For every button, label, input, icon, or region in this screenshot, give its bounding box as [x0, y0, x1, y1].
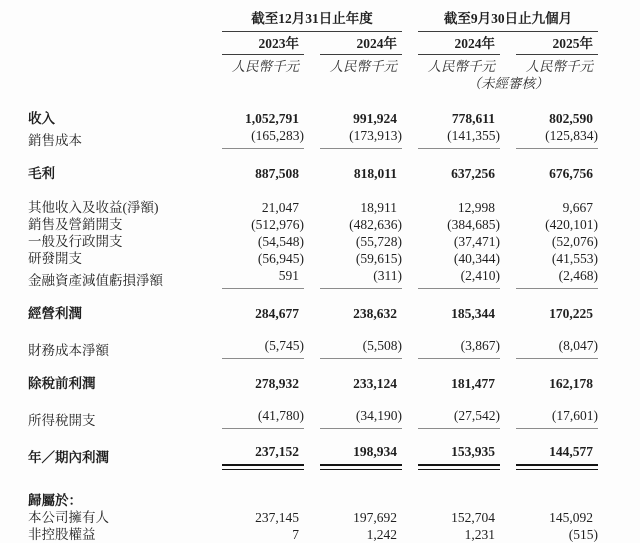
- cell-9m2025: (8,047): [516, 337, 598, 359]
- cell-fy2023: 237,152: [222, 443, 304, 466]
- row-profit-before-tax: [28, 375, 640, 392]
- row-label: 年／期內利潤: [28, 450, 109, 465]
- cell-9m2024: (141,355): [418, 127, 500, 149]
- table-header-note: [28, 75, 640, 92]
- row-label: 收入: [28, 111, 55, 126]
- row-cost-of-sales: [28, 127, 640, 149]
- row-other-income: [28, 199, 640, 216]
- row-impairment-losses: [28, 267, 640, 289]
- row-label: 經營利潤: [28, 306, 82, 321]
- row-label: 本公司擁有人: [28, 510, 109, 525]
- cell-fy2023: 284,677: [255, 306, 299, 321]
- header-year-2023: 2023年: [222, 32, 304, 55]
- cell-9m2025: (420,101): [545, 217, 598, 232]
- header-year-2024-9m: 2024年: [418, 32, 500, 55]
- cell-9m2025: 145,092: [549, 510, 593, 525]
- row-revenue: [28, 110, 640, 127]
- cell-9m2025: (2,468): [516, 267, 598, 289]
- cell-9m2024: 152,704: [451, 510, 495, 525]
- cell-9m2025: [516, 492, 598, 509]
- cell-9m2024: (27,542): [418, 407, 500, 429]
- cell-fy2023: 278,932: [255, 376, 299, 391]
- row-label: 銷售成本: [28, 133, 82, 148]
- row-label: 一般及行政開支: [28, 234, 123, 249]
- row-gross-profit: [28, 165, 640, 182]
- row-selling-marketing-expenses: [28, 216, 640, 233]
- unit-label: 人民幣千元: [329, 59, 397, 74]
- row-owners-of-company: [28, 509, 640, 526]
- row-operating-profit: [28, 305, 640, 322]
- cell-9m2025: 802,590: [549, 111, 593, 126]
- unaudited-note: （未經審核）: [467, 76, 549, 91]
- cell-fy2024: (5,508): [320, 337, 402, 359]
- cell-9m2024: (3,867): [418, 337, 500, 359]
- cell-fy2024: (34,190): [320, 407, 402, 429]
- cell-9m2025: 676,756: [549, 166, 593, 181]
- unit-label: 人民幣千元: [427, 59, 495, 74]
- cell-fy2024: 818,011: [353, 166, 397, 181]
- row-label: 其他收入及收益(淨額): [28, 200, 159, 215]
- unit-label: 人民幣千元: [525, 59, 593, 74]
- row-label: 除稅前利潤: [28, 376, 96, 391]
- row-label: 金融資產減值虧損淨額: [28, 273, 163, 288]
- cell-fy2024: (311): [320, 267, 402, 289]
- row-label: 毛利: [28, 166, 55, 181]
- row-label: 研發開支: [28, 251, 82, 266]
- row-label: 財務成本淨額: [28, 343, 109, 358]
- cell-fy2023: (41,780): [222, 407, 304, 429]
- row-rd-expenses: [28, 250, 640, 267]
- header-spacer: [28, 38, 206, 55]
- cell-9m2024: (384,685): [447, 217, 500, 232]
- cell-9m2024: 778,611: [451, 111, 495, 126]
- cell-fy2023: 591: [222, 267, 304, 289]
- cell-fy2024: 198,934: [320, 443, 402, 466]
- cell-9m2024: 1,231: [464, 527, 495, 542]
- cell-9m2024: 185,344: [451, 306, 495, 321]
- cell-fy2023: [222, 492, 304, 509]
- cell-9m2024: 153,935: [418, 443, 500, 466]
- header-spacer: [28, 58, 206, 75]
- cell-9m2025: (515): [568, 527, 598, 542]
- header-year-2025-9m: 2025年: [516, 32, 598, 55]
- row-label: 銷售及營銷開支: [28, 217, 123, 232]
- header-group-year-ended: 截至12月31日止年度: [222, 10, 402, 32]
- cell-fy2023: 21,047: [261, 200, 299, 215]
- row-income-tax-expense: [28, 407, 640, 429]
- cell-9m2025: 144,577: [516, 443, 598, 466]
- cell-fy2024: 233,124: [353, 376, 397, 391]
- cell-fy2024: 18,911: [360, 200, 397, 215]
- header-group-nine-months: 截至9月30日止九個月: [418, 10, 598, 32]
- cell-9m2024: 181,477: [451, 376, 495, 391]
- row-label: 非控股權益: [28, 527, 96, 542]
- table-header-groups: [28, 10, 640, 32]
- cell-fy2024: (482,636): [349, 217, 402, 232]
- cell-9m2024: 12,998: [457, 200, 495, 215]
- cell-9m2025: 162,178: [549, 376, 593, 391]
- cell-9m2024: 637,256: [451, 166, 495, 181]
- cell-fy2024: 197,692: [353, 510, 397, 525]
- cell-9m2024: (37,471): [453, 234, 500, 249]
- cell-9m2025: 9,667: [562, 200, 593, 215]
- cell-fy2023: (54,548): [257, 234, 304, 249]
- cell-9m2025: (52,076): [551, 234, 598, 249]
- header-year-2024: 2024年: [320, 32, 402, 55]
- cell-fy2024: (59,615): [355, 251, 402, 266]
- cell-fy2023: 1,052,791: [245, 111, 299, 126]
- table-header-units: [28, 55, 640, 75]
- cell-fy2023: (165,283): [222, 127, 304, 149]
- row-net-finance-costs: [28, 337, 640, 359]
- cell-fy2024: (173,913): [320, 127, 402, 149]
- cell-9m2024: (40,344): [453, 251, 500, 266]
- header-spacer: [28, 15, 206, 32]
- cell-9m2024: (2,410): [418, 267, 500, 289]
- cell-fy2024: (55,728): [355, 234, 402, 249]
- row-label: 所得稅開支: [28, 413, 96, 428]
- header-spacer: [28, 75, 206, 92]
- cell-fy2023: 7: [292, 527, 299, 542]
- header-spacer: [222, 75, 402, 92]
- row-label: 歸屬於：: [28, 493, 82, 508]
- cell-9m2025: (125,834): [516, 127, 598, 149]
- cell-9m2025: 170,225: [549, 306, 593, 321]
- cell-fy2024: 1,242: [366, 527, 397, 542]
- cell-9m2025: (17,601): [516, 407, 598, 429]
- row-profit-for-period: [28, 443, 640, 466]
- row-non-controlling-interests: [28, 526, 640, 543]
- cell-9m2024: [418, 492, 500, 509]
- unit-label: 人民幣千元: [231, 59, 299, 74]
- row-general-admin-expenses: [28, 233, 640, 250]
- cell-fy2023: (512,976): [251, 217, 304, 232]
- cell-fy2024: [320, 492, 402, 509]
- cell-fy2024: 991,924: [353, 111, 397, 126]
- row-attributable-to: [28, 492, 640, 509]
- cell-fy2024: 238,632: [353, 306, 397, 321]
- cell-9m2025: (41,553): [551, 251, 598, 266]
- cell-fy2023: (56,945): [257, 251, 304, 266]
- cell-fy2023: 237,145: [255, 510, 299, 525]
- table-header-years: [28, 32, 640, 55]
- cell-fy2023: 887,508: [255, 166, 299, 181]
- cell-fy2023: (5,745): [222, 337, 304, 359]
